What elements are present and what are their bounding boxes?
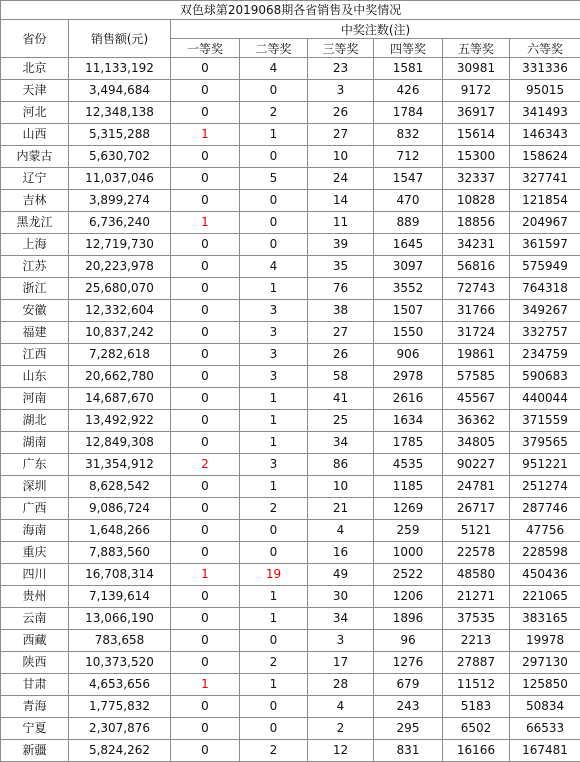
cell-prize-2: 0 [240,190,308,212]
cell-prize-3: 26 [308,344,374,366]
cell-prize-4: 1550 [374,322,443,344]
cell-prize-5: 9172 [443,80,510,102]
table-row [1,476,580,498]
cell-sales: 20,223,978 [69,256,171,278]
cell-prize-5: 31724 [443,322,510,344]
cell-prize-5: 36362 [443,410,510,432]
cell-prize-5: 21271 [443,586,510,608]
cell-prize-3: 28 [308,674,374,696]
cell-sales: 5,630,702 [69,146,171,168]
cell-prize-6: 349267 [510,300,580,322]
cell-prize-6: 204967 [510,212,580,234]
cell-province: 广东 [1,454,69,476]
cell-prize-5: 48580 [443,564,510,586]
cell-province: 浙江 [1,278,69,300]
cell-prize-3: 49 [308,564,374,586]
cell-prize-1: 0 [171,608,240,630]
table-row [1,564,580,586]
cell-prize-4: 1634 [374,410,443,432]
cell-sales: 2,307,876 [69,718,171,740]
cell-prize-3: 2 [308,718,374,740]
cell-province: 宁夏 [1,718,69,740]
cell-prize-2: 0 [240,146,308,168]
cell-prize-4: 3097 [374,256,443,278]
cell-province: 西藏 [1,630,69,652]
cell-prize-2: 0 [240,80,308,102]
header-prize-1: 一等奖 [171,39,240,58]
cell-prize-5: 34231 [443,234,510,256]
cell-province: 河南 [1,388,69,410]
cell-province: 广西 [1,498,69,520]
cell-prize-2: 1 [240,586,308,608]
cell-prize-3: 23 [308,58,374,80]
cell-prize-1: 0 [171,388,240,410]
cell-prize-2: 4 [240,58,308,80]
cell-prize-3: 39 [308,234,374,256]
cell-prize-2: 1 [240,388,308,410]
cell-province: 重庆 [1,542,69,564]
cell-prize-2: 2 [240,652,308,674]
cell-prize-1: 0 [171,322,240,344]
header-sales: 销售额(元) [69,20,171,58]
cell-province: 新疆 [1,740,69,762]
cell-prize-5: 15300 [443,146,510,168]
cell-sales: 783,658 [69,630,171,652]
cell-prize-4: 2522 [374,564,443,586]
table-row [1,718,580,740]
cell-prize-4: 4535 [374,454,443,476]
cell-prize-3: 35 [308,256,374,278]
cell-prize-1: 0 [171,366,240,388]
cell-prize-5: 5183 [443,696,510,718]
cell-prize-3: 3 [308,630,374,652]
cell-prize-6: 19978 [510,630,580,652]
cell-prize-2: 3 [240,454,308,476]
table-row [1,322,580,344]
cell-prize-3: 4 [308,696,374,718]
cell-prize-6: 341493 [510,102,580,124]
table-row [1,344,580,366]
cell-prize-2: 0 [240,542,308,564]
cell-prize-1: 0 [171,542,240,564]
cell-prize-1: 0 [171,652,240,674]
cell-prize-5: 37535 [443,608,510,630]
cell-prize-4: 832 [374,124,443,146]
cell-prize-3: 10 [308,476,374,498]
cell-prize-5: 90227 [443,454,510,476]
header-prize-2: 二等奖 [240,39,308,58]
cell-prize-4: 1784 [374,102,443,124]
cell-sales: 8,628,542 [69,476,171,498]
cell-sales: 12,348,138 [69,102,171,124]
table-row [1,498,580,520]
cell-prize-5: 57585 [443,366,510,388]
cell-prize-1: 0 [171,476,240,498]
cell-prize-1: 0 [171,630,240,652]
cell-prize-2: 1 [240,608,308,630]
cell-prize-2: 1 [240,124,308,146]
cell-prize-1: 1 [171,212,240,234]
cell-province: 江苏 [1,256,69,278]
table-row [1,278,580,300]
cell-prize-4: 1276 [374,652,443,674]
cell-province: 青海 [1,696,69,718]
cell-sales: 11,037,046 [69,168,171,190]
cell-prize-4: 1507 [374,300,443,322]
table-row [1,740,580,762]
table-body [1,58,580,762]
cell-prize-6: 327741 [510,168,580,190]
cell-province: 贵州 [1,586,69,608]
cell-prize-3: 21 [308,498,374,520]
cell-prize-2: 0 [240,520,308,542]
cell-prize-3: 24 [308,168,374,190]
cell-prize-1: 0 [171,718,240,740]
cell-prize-2: 0 [240,234,308,256]
cell-prize-1: 0 [171,432,240,454]
cell-prize-6: 287746 [510,498,580,520]
cell-sales: 16,708,314 [69,564,171,586]
cell-province: 安徽 [1,300,69,322]
cell-prize-3: 58 [308,366,374,388]
cell-prize-1: 0 [171,740,240,762]
table-title: 双色球第2019068期各省销售及中奖情况 [1,1,580,20]
cell-prize-2: 1 [240,410,308,432]
cell-sales: 25,680,070 [69,278,171,300]
cell-province: 黑龙江 [1,212,69,234]
table-row [1,190,580,212]
cell-sales: 5,315,288 [69,124,171,146]
cell-prize-3: 30 [308,586,374,608]
cell-prize-6: 450436 [510,564,580,586]
cell-prize-4: 712 [374,146,443,168]
cell-prize-1: 0 [171,234,240,256]
cell-prize-4: 470 [374,190,443,212]
cell-prize-6: 297130 [510,652,580,674]
cell-province: 内蒙古 [1,146,69,168]
cell-prize-3: 12 [308,740,374,762]
table-row [1,256,580,278]
cell-prize-6: 251274 [510,476,580,498]
cell-sales: 9,086,724 [69,498,171,520]
cell-prize-1: 0 [171,300,240,322]
cell-prize-4: 1000 [374,542,443,564]
cell-prize-5: 16166 [443,740,510,762]
cell-prize-4: 243 [374,696,443,718]
cell-prize-2: 3 [240,366,308,388]
cell-sales: 3,899,274 [69,190,171,212]
cell-prize-1: 0 [171,410,240,432]
cell-prize-5: 18856 [443,212,510,234]
table-row [1,58,580,80]
cell-prize-4: 2616 [374,388,443,410]
cell-province: 四川 [1,564,69,586]
cell-sales: 7,139,614 [69,586,171,608]
cell-province: 深圳 [1,476,69,498]
table-row [1,586,580,608]
cell-prize-5: 56816 [443,256,510,278]
cell-prize-3: 34 [308,432,374,454]
cell-prize-6: 221065 [510,586,580,608]
cell-prize-1: 0 [171,146,240,168]
cell-sales: 7,282,618 [69,344,171,366]
cell-prize-1: 0 [171,344,240,366]
header-prize-6: 六等奖 [510,39,580,58]
cell-prize-4: 679 [374,674,443,696]
cell-prize-2: 1 [240,278,308,300]
cell-prize-2: 2 [240,498,308,520]
cell-prize-4: 1645 [374,234,443,256]
table-row [1,542,580,564]
table-row [1,366,580,388]
cell-prize-4: 1269 [374,498,443,520]
cell-prize-1: 0 [171,80,240,102]
cell-prize-4: 2978 [374,366,443,388]
cell-prize-1: 0 [171,190,240,212]
table-row [1,80,580,102]
cell-sales: 6,736,240 [69,212,171,234]
cell-province: 天津 [1,80,69,102]
table-row [1,388,580,410]
cell-province: 陕西 [1,652,69,674]
cell-province: 辽宁 [1,168,69,190]
cell-prize-3: 27 [308,322,374,344]
cell-prize-6: 121854 [510,190,580,212]
cell-prize-6: 575949 [510,256,580,278]
cell-prize-5: 45567 [443,388,510,410]
table-row [1,432,580,454]
cell-prize-5: 19861 [443,344,510,366]
cell-prize-4: 96 [374,630,443,652]
cell-prize-3: 11 [308,212,374,234]
cell-prize-6: 234759 [510,344,580,366]
cell-prize-5: 6502 [443,718,510,740]
cell-prize-1: 0 [171,696,240,718]
cell-prize-5: 32337 [443,168,510,190]
cell-prize-3: 16 [308,542,374,564]
cell-prize-2: 3 [240,322,308,344]
table-row [1,212,580,234]
cell-sales: 13,066,190 [69,608,171,630]
cell-prize-5: 30981 [443,58,510,80]
cell-prize-6: 50834 [510,696,580,718]
table-row [1,674,580,696]
cell-prize-2: 4 [240,256,308,278]
cell-prize-6: 361597 [510,234,580,256]
cell-prize-6: 383165 [510,608,580,630]
cell-prize-4: 1185 [374,476,443,498]
cell-prize-4: 426 [374,80,443,102]
cell-prize-1: 0 [171,256,240,278]
cell-prize-3: 27 [308,124,374,146]
cell-prize-6: 167481 [510,740,580,762]
table-row [1,146,580,168]
cell-prize-4: 295 [374,718,443,740]
cell-prize-3: 86 [308,454,374,476]
table-row [1,168,580,190]
cell-province: 云南 [1,608,69,630]
cell-prize-6: 125850 [510,674,580,696]
cell-prize-6: 66533 [510,718,580,740]
cell-prize-3: 4 [308,520,374,542]
cell-prize-2: 0 [240,718,308,740]
table-row [1,410,580,432]
cell-prize-4: 259 [374,520,443,542]
cell-sales: 14,687,670 [69,388,171,410]
cell-sales: 10,373,520 [69,652,171,674]
cell-prize-3: 17 [308,652,374,674]
table-row [1,652,580,674]
cell-province: 吉林 [1,190,69,212]
cell-prize-1: 1 [171,674,240,696]
cell-prize-1: 0 [171,58,240,80]
table-row [1,630,580,652]
cell-prize-6: 590683 [510,366,580,388]
table-row [1,234,580,256]
cell-prize-1: 0 [171,498,240,520]
cell-prize-6: 47756 [510,520,580,542]
cell-prize-1: 0 [171,520,240,542]
table-row [1,608,580,630]
cell-province: 山西 [1,124,69,146]
header-prize-5: 五等奖 [443,39,510,58]
cell-province: 湖南 [1,432,69,454]
cell-province: 山东 [1,366,69,388]
cell-prize-1: 0 [171,102,240,124]
cell-prize-2: 3 [240,300,308,322]
cell-sales: 10,837,242 [69,322,171,344]
cell-prize-5: 34805 [443,432,510,454]
header-prize-3: 三等奖 [308,39,374,58]
cell-prize-6: 228598 [510,542,580,564]
cell-prize-2: 1 [240,476,308,498]
cell-prize-2: 0 [240,630,308,652]
cell-prize-1: 0 [171,278,240,300]
table-row [1,124,580,146]
cell-sales: 7,883,560 [69,542,171,564]
cell-sales: 1,775,832 [69,696,171,718]
cell-prize-5: 11512 [443,674,510,696]
cell-prize-4: 1785 [374,432,443,454]
cell-sales: 20,662,780 [69,366,171,388]
cell-province: 海南 [1,520,69,542]
cell-prize-5: 27887 [443,652,510,674]
header-prize-4: 四等奖 [374,39,443,58]
cell-sales: 3,494,684 [69,80,171,102]
cell-province: 上海 [1,234,69,256]
cell-province: 北京 [1,58,69,80]
cell-province: 湖北 [1,410,69,432]
cell-prize-2: 19 [240,564,308,586]
cell-prize-3: 38 [308,300,374,322]
cell-sales: 12,332,604 [69,300,171,322]
cell-province: 福建 [1,322,69,344]
cell-prize-1: 0 [171,586,240,608]
cell-sales: 13,492,922 [69,410,171,432]
cell-prize-5: 72743 [443,278,510,300]
cell-prize-2: 1 [240,432,308,454]
cell-prize-6: 951221 [510,454,580,476]
cell-prize-4: 889 [374,212,443,234]
cell-prize-4: 1581 [374,58,443,80]
cell-prize-1: 1 [171,124,240,146]
cell-prize-3: 34 [308,608,374,630]
cell-prize-3: 3 [308,80,374,102]
cell-prize-6: 764318 [510,278,580,300]
cell-prize-6: 331336 [510,58,580,80]
cell-prize-1: 0 [171,168,240,190]
cell-prize-6: 371559 [510,410,580,432]
cell-prize-3: 14 [308,190,374,212]
cell-prize-5: 31766 [443,300,510,322]
cell-sales: 5,824,262 [69,740,171,762]
cell-sales: 1,648,266 [69,520,171,542]
cell-prize-4: 831 [374,740,443,762]
cell-prize-2: 2 [240,102,308,124]
cell-prize-6: 158624 [510,146,580,168]
cell-sales: 12,849,308 [69,432,171,454]
cell-prize-4: 1896 [374,608,443,630]
table-row [1,520,580,542]
table-row [1,300,580,322]
cell-prize-5: 22578 [443,542,510,564]
cell-prize-2: 3 [240,344,308,366]
cell-sales: 11,133,192 [69,58,171,80]
table-row [1,696,580,718]
cell-sales: 4,653,656 [69,674,171,696]
cell-prize-3: 25 [308,410,374,432]
cell-prize-4: 1206 [374,586,443,608]
cell-prize-3: 10 [308,146,374,168]
cell-prize-5: 2213 [443,630,510,652]
cell-prize-5: 5121 [443,520,510,542]
cell-prize-2: 0 [240,696,308,718]
cell-province: 甘肃 [1,674,69,696]
cell-prize-3: 76 [308,278,374,300]
cell-prize-5: 24781 [443,476,510,498]
cell-prize-6: 332757 [510,322,580,344]
cell-prize-2: 0 [240,212,308,234]
cell-prize-3: 26 [308,102,374,124]
cell-prize-5: 26717 [443,498,510,520]
cell-prize-5: 15614 [443,124,510,146]
cell-prize-4: 1547 [374,168,443,190]
cell-prize-1: 1 [171,564,240,586]
cell-prize-2: 5 [240,168,308,190]
table-row [1,102,580,124]
cell-prize-5: 10828 [443,190,510,212]
cell-prize-6: 379565 [510,432,580,454]
cell-province: 河北 [1,102,69,124]
cell-prize-6: 146343 [510,124,580,146]
cell-prize-5: 36917 [443,102,510,124]
cell-prize-4: 3552 [374,278,443,300]
cell-prize-6: 95015 [510,80,580,102]
cell-prize-3: 41 [308,388,374,410]
cell-prize-1: 2 [171,454,240,476]
cell-province: 江西 [1,344,69,366]
header-province: 省份 [1,20,69,58]
cell-prize-4: 906 [374,344,443,366]
cell-sales: 12,719,730 [69,234,171,256]
cell-prize-2: 1 [240,674,308,696]
cell-sales: 31,354,912 [69,454,171,476]
header-prize-group: 中奖注数(注) [171,20,580,39]
cell-prize-2: 2 [240,740,308,762]
table-row [1,454,580,476]
cell-prize-6: 440044 [510,388,580,410]
